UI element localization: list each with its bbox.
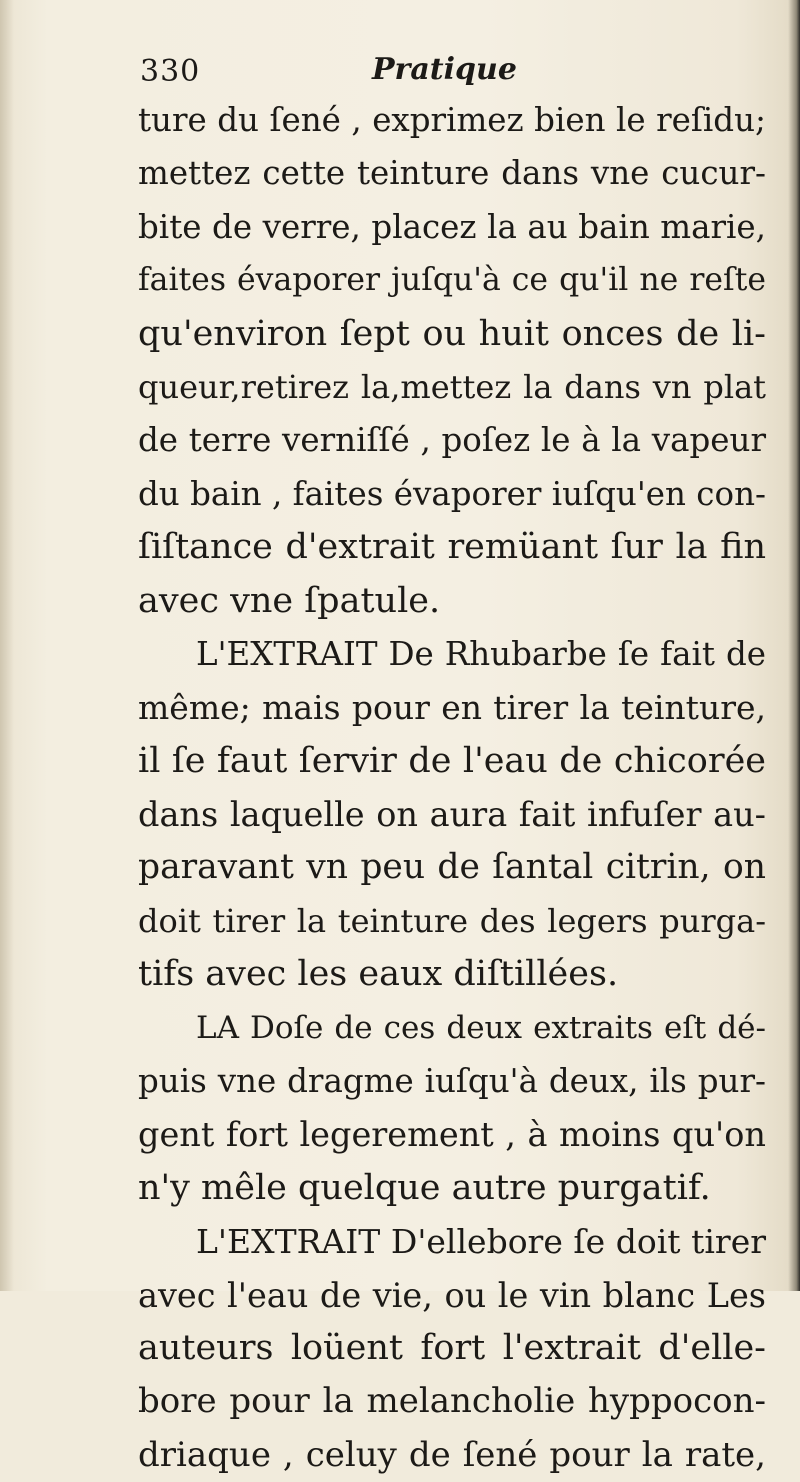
text-line: ture du ſené , exprimez bien le reſidu; [138,101,766,139]
text-line: doit tirer la teinture des legers purga- [138,901,766,940]
text-line: n'y mêle quelque autre purgatif. [138,1167,711,1208]
text-line: même; mais pour en tirer la teinture, [138,688,766,728]
text-line: auteurs loüent fort l'extrait d'elle- [138,1327,766,1368]
text-line: bore pour la melancholie hyppocon- [138,1381,766,1422]
text-line: driaque , celuy de ſené pour la rate, [138,1434,766,1475]
text-line: tifs avec les eaux diſtillées. [138,954,619,995]
text-line: avec l'eau de vie, ou le vin blanc Les [138,1275,766,1315]
page-number: 330 [140,54,201,89]
page-edge [788,0,800,1291]
text-line: ſiſtance d'extrait remüant ſur la fin [138,527,766,568]
text-line: queur,retirez la,mettez la dans vn plat [138,367,766,406]
text-line: mettez cette teinture dans vne cucur- [138,154,766,193]
text-line: L'EXTRAIT D'ellebore ſe doit tirer [196,1222,766,1262]
gutter-shadow [0,0,14,1291]
text-line: de terre verniſſé , poſez le à la vapeur [138,421,766,460]
text-line: paravant vn peu de ſantal citrin, on [138,847,766,888]
running-title: Pratique [372,52,517,87]
text-line: faites évaporer juſqu'à ce qu'il ne reſte [138,262,766,299]
text-line: dans laquelle on aura fait infuſer au- [138,795,766,835]
text-line: gent fort legerement , à moins qu'on [138,1115,766,1155]
text-line: puis vne dragme iuſqu'à deux, ils pur- [138,1062,766,1101]
text-line: avec vne ſpatule. [138,580,441,621]
text-line: il ſe faut ſervir de l'eau de chicorée [138,740,766,781]
text-line: bite de verre, placez la au bain marie, [138,207,766,246]
text-line: qu'environ ſept ou huit onces de li- [138,313,766,354]
text-line: du bain , faites évaporer iuſqu'en con- [138,474,766,513]
page-header [140,50,760,96]
text-line: L'EXTRAIT De Rhubarbe ſe fait de [196,634,766,673]
body-text [138,94,766,1482]
text-line: LA Doſe de ces deux extraits eſt dé- [196,1009,766,1046]
